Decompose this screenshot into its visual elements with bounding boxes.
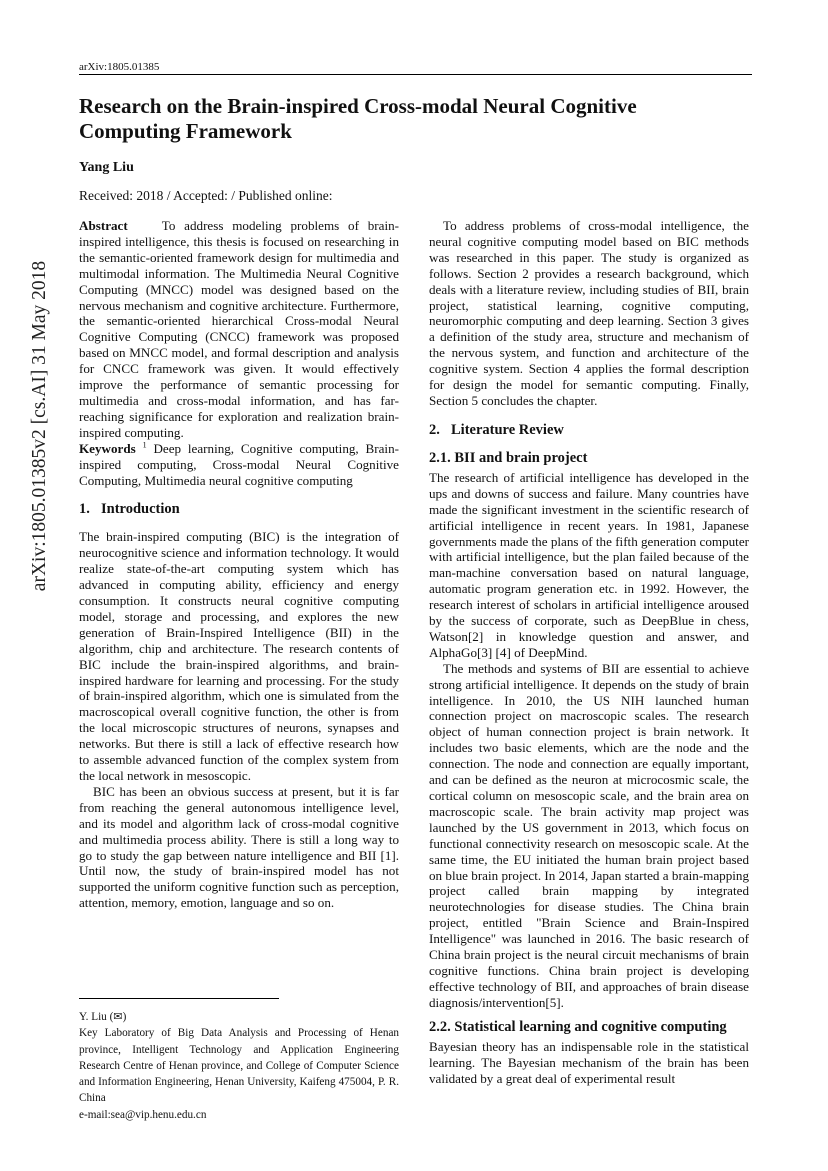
keywords [79,441,399,489]
footnote-affiliation: Key Laboratory of Big Data Analysis and Processing of Henan province, Intelligent Technology and Application Engineering Research Centre of Henan province, and College of Computer Science and Information Engineering, Henan University, Kaifeng 475004, P. R. China [79,1027,399,1105]
section-heading-introduction [79,501,399,518]
author-name: Yang Liu [79,160,134,175]
abstract [79,218,399,441]
section-number: 2. [429,421,440,438]
keywords-footnote-mark: 1 [142,440,147,450]
left-column [79,218,399,911]
subsection-heading-bii: 2.1. BII and brain project [429,449,588,466]
footnote [79,1009,399,1123]
lit-paragraph-3: Bayesian theory has an indispensable role in the statistical learning. The Bayesian mechanism of the brain has been validated by a great deal of experimental result [429,1038,749,1086]
right-column [429,218,749,1086]
lit-paragraph-1: The research of artificial intelligence has developed in the ups and downs of success and failure. Many countries have made the significant investment in the scientific research of artificial intelligence in recent years. In 1981, Japanese governments made the plans of the fifth generation computer with artificial intelligence, but the plan failed because of the man-machine conversation based on natural language, automatic program generation etc. in 1992. However, the research interest of scholars in artificial intelligence aroused by the success of corporate, such as DeepBlue in chess, Watson[2] in knowledge question and answer, and AlphaGo[3] [4] of DeepMind. [429,469,749,660]
arxiv-side-stamp: arXiv:1805.01385v2 [cs.AI] 31 May 2018 [29,260,50,592]
arxiv-header-id: arXiv:1805.01385 [79,61,160,73]
section-title: Introduction [101,501,180,518]
footnote-author: Y. Liu (✉) [79,1011,127,1023]
header-rule [79,74,752,75]
abstract-label: Abstract [79,218,128,233]
keywords-text: Deep learning, Cognitive computing, Brain-inspired computing, Cross-modal Neural Cognitive Computing, Multimedia neural cognitive computing [79,440,399,488]
section-heading-literature-review [429,422,749,439]
envelope-icon: ✉ [113,1011,123,1023]
intro-paragraph-2: BIC has been an obvious success at present, but it is far from reaching the general autonomous intelligence level, and its model and algorithm lack of cross-modal cognitive and multimedia process ability. There is still a long way to go to study the gap between nature intelligence and BII [1]. Until now, the study of brain-inspired model has not supported the uniform cognitive function such as perception, attention, memory, emotion, language and so on. [79,783,399,911]
footnote-email: e-mail:sea@vip.henu.edu.cn [79,1108,207,1121]
keywords-label: Keywords [79,440,136,456]
footnote-author-name: Y. Liu [79,1011,107,1023]
section-number: 1. [79,501,90,518]
received-line: Received: 2018 / Accepted: / Published online: [79,188,333,203]
paper-title: Research on the Brain-inspired Cross-modal Neural Cognitive Computing Framework [79,94,637,143]
abstract-text: To address modeling problems of brain-inspired intelligence, this thesis is focused on researching in the semantic-oriented framework design for multimedia and multimodal information. The Multimedia Neural Cognitive Computing (MNCC) model was designed based on the nervous mechanism and cognitive architecture. Furthermore, the semantic-oriented hierarchical Cross-modal Neural Cognitive Computing (CNCC) framework was proposed based on MNCC model, and formal description and analysis for CNCC framework was given. It would effectively improve the performance of semantic processing for multimedia and cross-modal information, and has far-reaching significance for exploration and realization brain-inspired computing. [79,218,399,440]
intro-paragraph-3: To address problems of cross-modal intelligence, the neural cognitive computing model based on BIC methods was researched in this paper. The study is organized as follows. Section 2 provides a research background, which deals with a literature review, including studies of BII, brain project, statistical learning, cognitive computing, neuromorphic computing and deep learning. Section 3 gives a definition of the study area, structure and mechanism of the nervous system, and function and architecture of the cognitive system. Section 4 applies the formal description for design the model for semantic computing. Finally, Section 5 concludes the chapter. [429,218,749,408]
subsection-heading-statistical-learning: 2.2. Statistical learning and cognitive computing [429,1018,727,1035]
lit-paragraph-2: The methods and systems of BII are essential to achieve strong artificial intelligence. It depends on the study of brain intelligence. In 2010, the US NIH launched human connection project on macroscopic scales. The research object of human connection project is brain network. It includes two basic elements, which are the node and the connection. The node and connection are equally important, and can be defined as the neuron at microcosmic scale, the cortical column on mesoscopic scale, and the brain area on macroscopic scale. The brain activity map project was launched by the US government in 2013, which focus on functional connectivity research on mesoscopic scale. At the same time, the EU initiated the human brain project based on blue brain project. In 2014, Japan started a brain-mapping project called brain mapping by integrated neurotechnologies for disease studies. The China brain project, entitled "Brain Science and Brain-Inspired Intelligence" was launched in 2016. The basic research of China brain project is the neural circuit mechanisms of brain cognitive functions. China brain project is developing effective technology of BII, and approaches of brain disease diagnosis/intervention[5]. [429,660,749,1010]
section-title: Literature Review [451,421,564,438]
intro-paragraph-1: The brain-inspired computing (BIC) is the integration of neurocognitive science and information technology. It would realize state-of-the-art computing system which has advanced in computing ability, efficiency and energy consumption. It constructs neural cognitive computing model, storage and processing, and explores the new generation of Brain-Inspired Intelligence (BII) in the algorithm, chip and architecture. The research contents of BIC include the brain-inspired algorithms, and brain-inspired hardware for learning and processing. For the study of brain-inspired algorithm, which one is simulated from the macroscopical overall cognitive function, the other is from the local microscopic structures of neurons, synapses and networks. But there is still a lack of effective research how to assemble advanced function of the complex system from the local network in mesoscopic. [79,529,399,783]
footnote-rule [79,998,279,999]
